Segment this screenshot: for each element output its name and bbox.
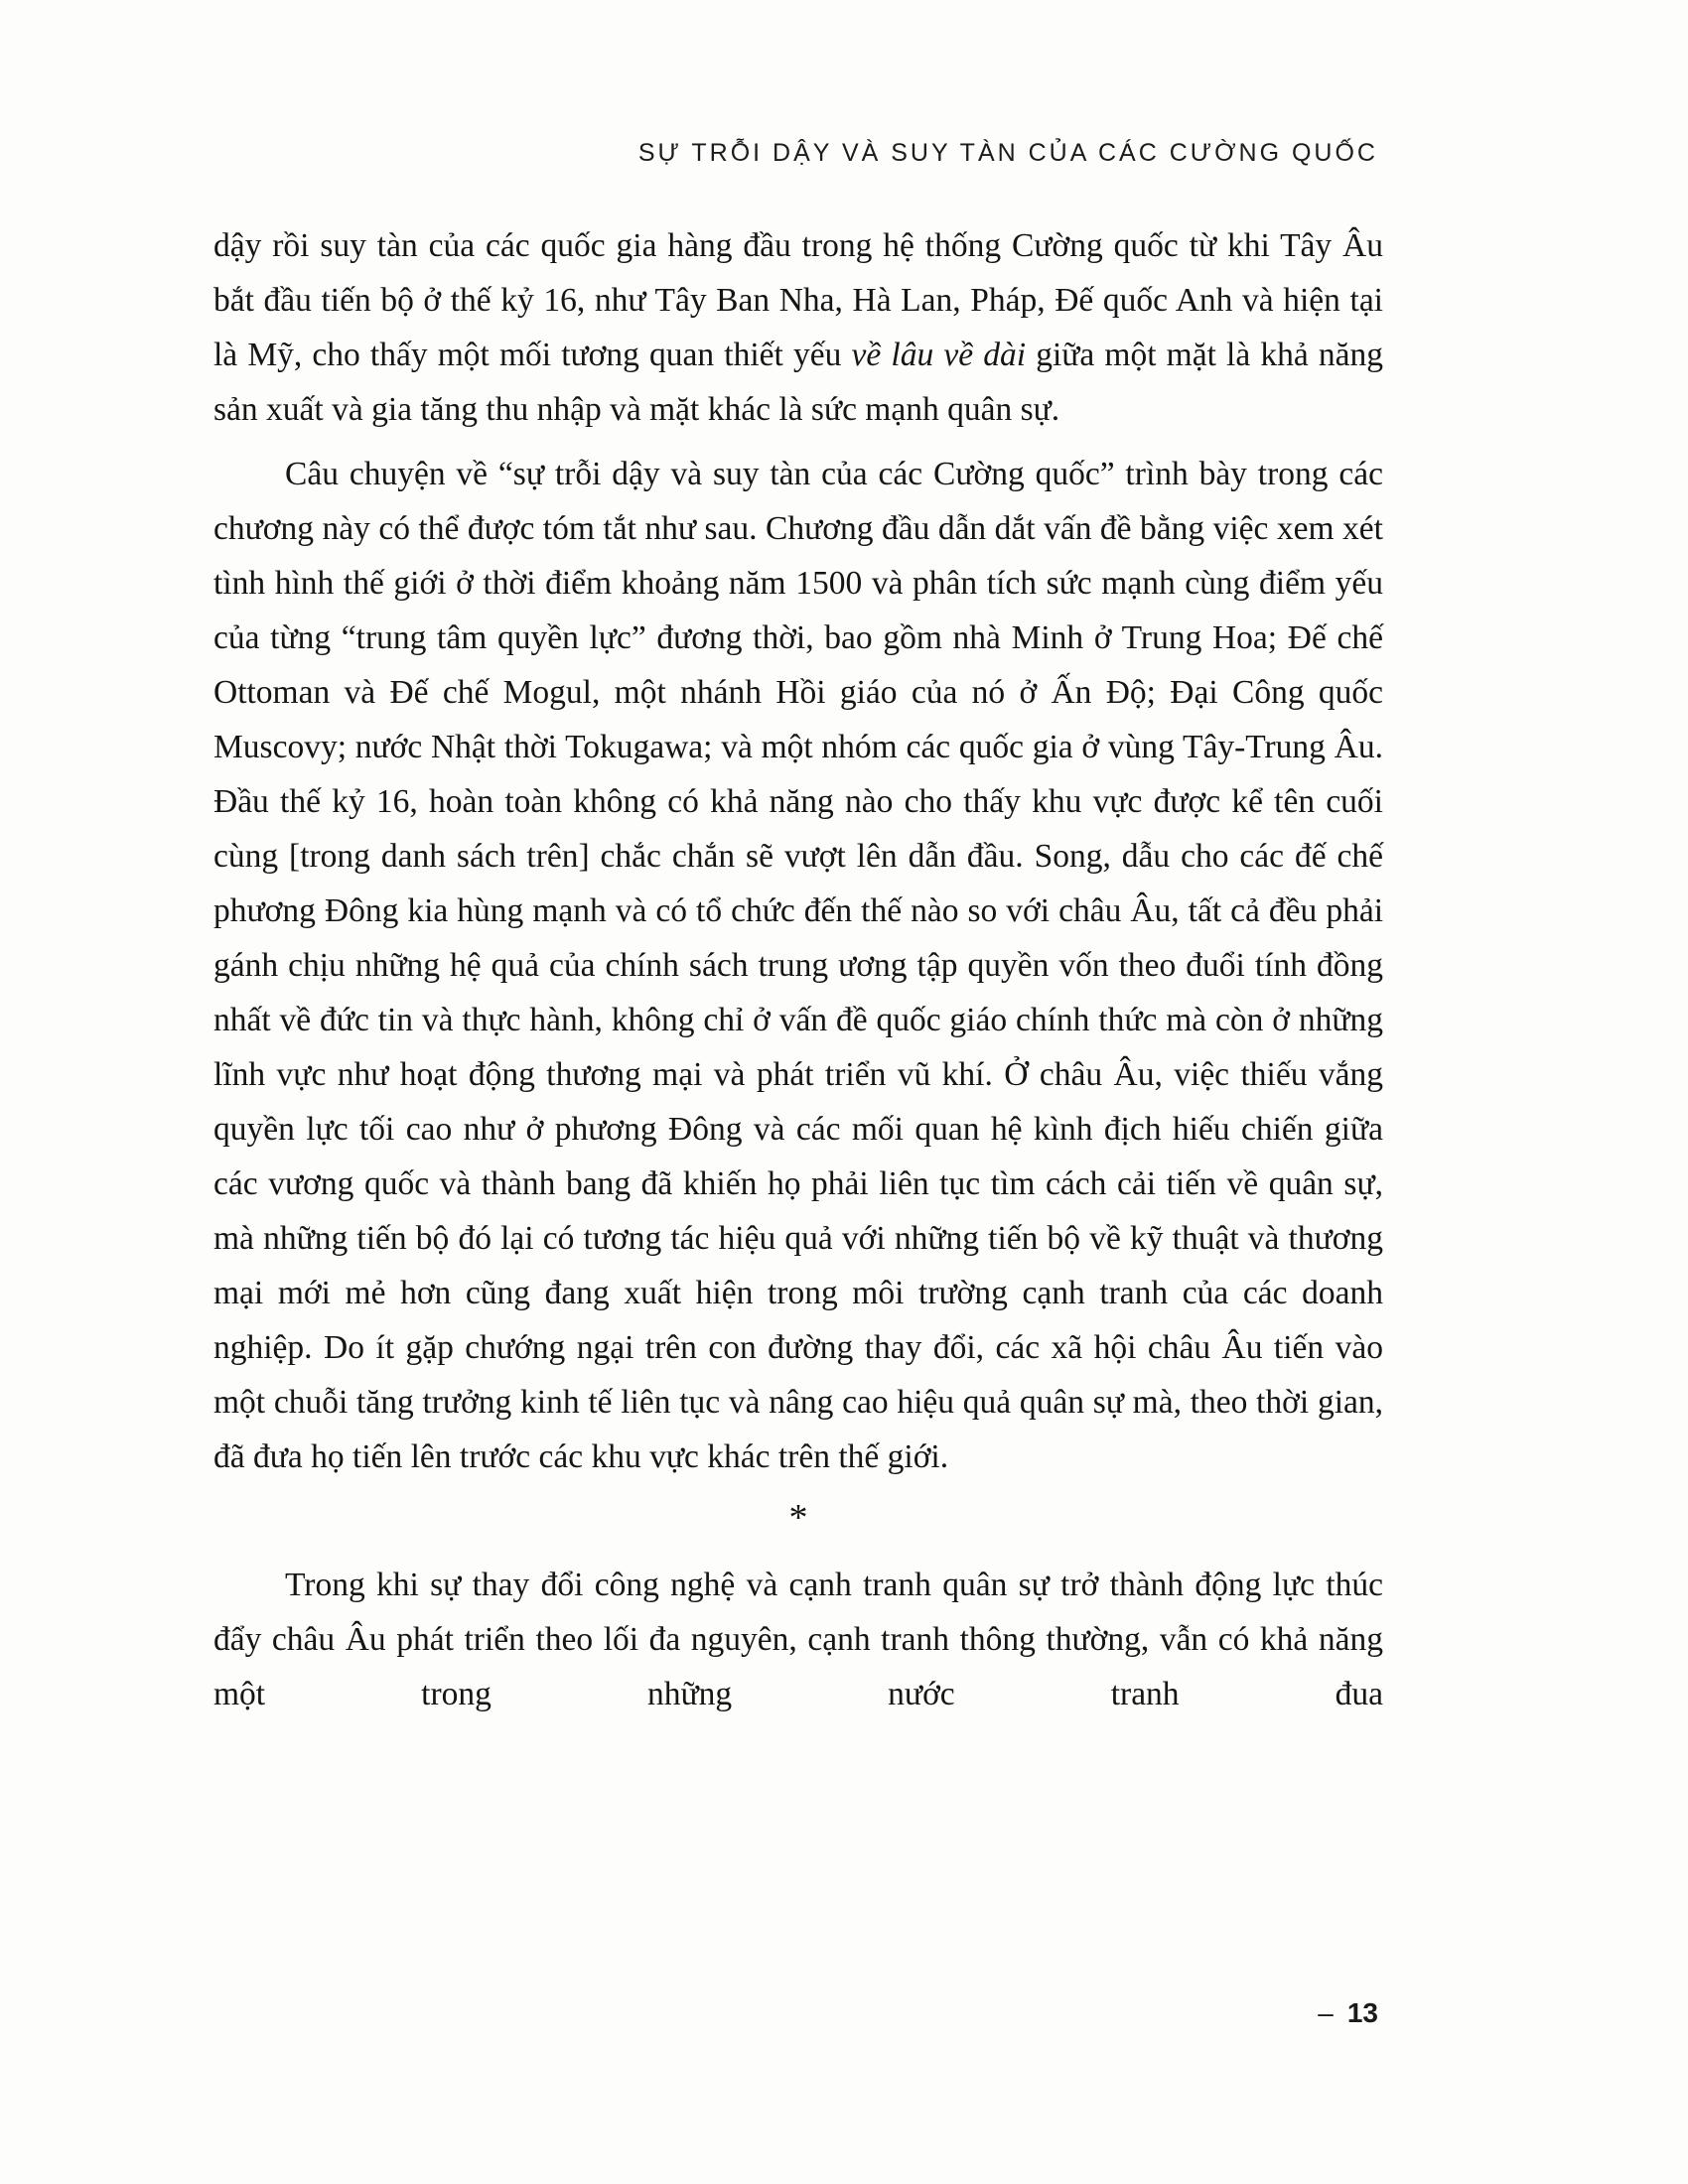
page-number-marker (1318, 1997, 1378, 2029)
page-number-dash: – (1318, 1997, 1334, 2028)
paragraph (213, 447, 1383, 1484)
body-text-block (213, 218, 1383, 1721)
paragraph (213, 1558, 1383, 1721)
paragraph-text-italic: về lâu về dài (851, 337, 1027, 373)
paragraph-text: Trong khi sự thay đổi công nghệ và cạnh tranh quân sự trở thành động lực thúc đẩy châu Âu phát triển theo lối đa nguyên, cạnh tranh thông thường, vẫn có khả năng một trong những nước tranh đua (213, 1567, 1383, 1712)
paragraph-text: dậy rồi suy tàn của các quốc gia hàng đầu trong hệ thống Cường quốc từ khi Tây Âu bắt đầu tiến bộ ở thế kỷ 16, như Tây Ban Nha, Hà Lan, Pháp, Đế quốc Anh và hiện tại là Mỹ, cho thấy một mối tương quan thiết yếu (213, 227, 1383, 373)
paragraph-text: Câu chuyện về “sự trỗi dậy và suy tàn của các Cường quốc” trình bày trong các chương này có thể được tóm tắt như sau. Chương đầu dẫn dắt vấn đề bằng việc xem xét tình hình thế giới ở thời điểm khoảng năm 1500 và phân tích sức mạnh cùng điểm yếu của từng “trung tâm quyền lực” đương thời, bao gồm nhà Minh ở Trung Hoa; Đế chế Ottoman và Đế chế Mogul, một nhánh Hồi giáo của nó ở Ấn Độ; Đại Công quốc Muscovy; nước Nhật thời Tokugawa; và một nhóm các quốc gia ở vùng Tây-Trung Âu. Đầu thế kỷ 16, hoàn toàn không có khả năng nào cho thấy khu vực được kể tên cuối cùng [trong danh sách trên] chắc chắn sẽ vượt lên dẫn đầu. Song, dẫu cho các đế chế phương Đông kia hùng mạnh và có tổ chức đến thế nào so với châu Âu, tất cả đều phải gánh chịu những hệ quả của chính sách trung ương tập quyền vốn theo đuổi tính đồng nhất về đức tin và thực hành, không chỉ ở vấn đề quốc giáo chính thức mà còn ở những lĩnh vực như hoạt động thương mại và phát triển vũ khí. Ở châu Âu, việc thiếu vắng quyền lực tối cao như ở phương Đông và các mối quan hệ kình địch hiếu chiến giữa các vương quốc và thành bang đã khiến họ phải liên tục tìm cách cải tiến về quân sự, mà những tiến bộ đó lại có tương tác hiệu quả với những tiến bộ về kỹ thuật và thương mại mới mẻ hơn cũng đang xuất hiện trong môi trường cạnh tranh của các doanh nghiệp. Do ít gặp chướng ngại trên con đường thay đổi, các xã hội châu Âu tiến vào một chuỗi tăng trưởng kinh tế liên tục và nâng cao hiệu quả quân sự mà, theo thời gian, đã đưa họ tiến lên trước các khu vực khác trên thế giới. (213, 456, 1383, 1475)
page-number: 13 (1346, 1997, 1378, 2028)
running-head-title: SỰ TRỖI DẬY VÀ SUY TÀN CỦA CÁC CƯỜNG QUỐC (637, 139, 1378, 167)
section-break-asterisk: * (788, 1497, 808, 1539)
paragraph (213, 218, 1383, 437)
paragraph-text: giữa một mặt là khả năng sản xuất và gia tăng thu nhập và mặt khác là sức mạnh quân sự. (213, 337, 1384, 428)
